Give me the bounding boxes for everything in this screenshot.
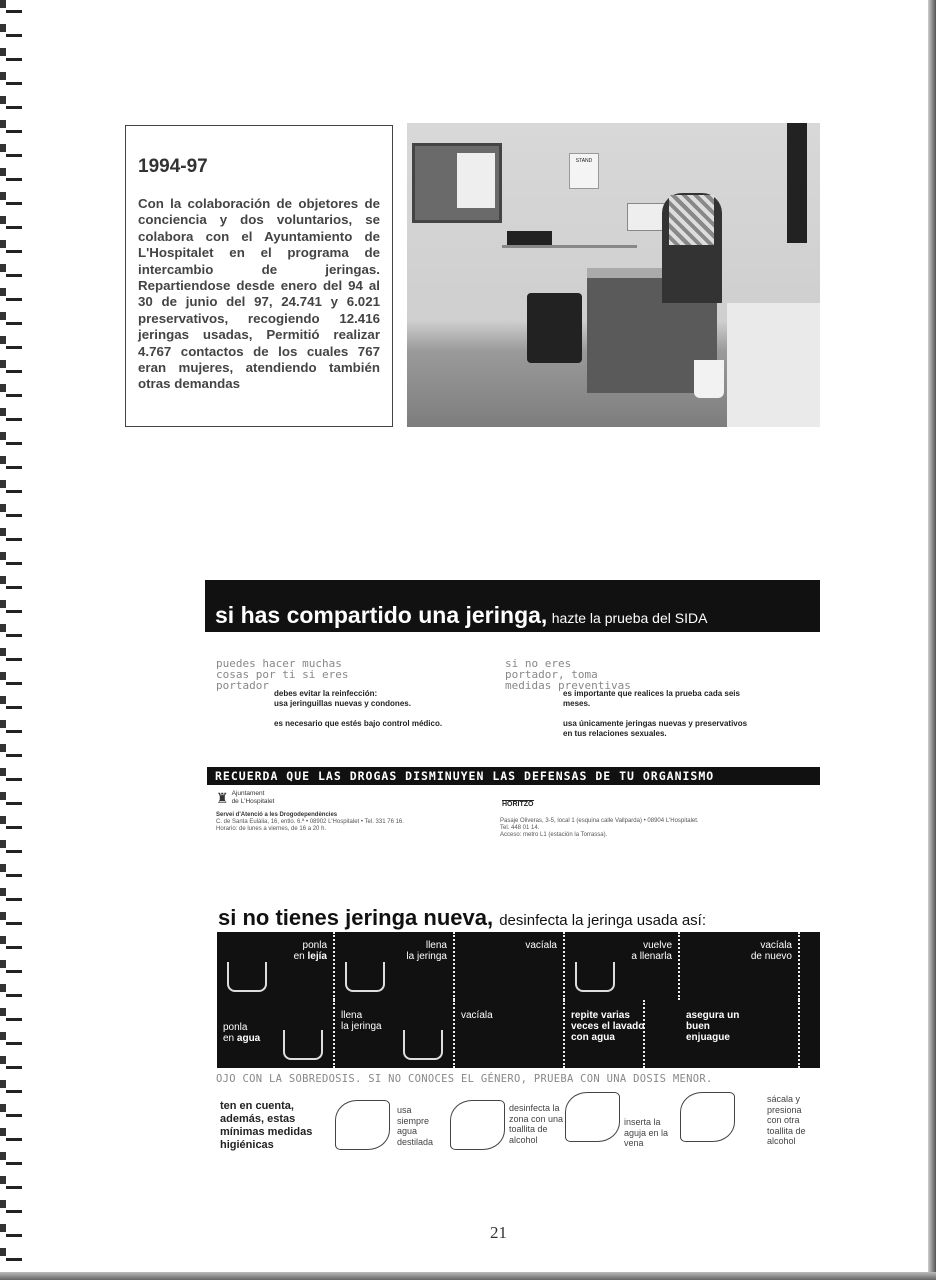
telephone: Tel. 448 01 14. bbox=[500, 825, 540, 831]
advice-line: usa jeringuillas nuevas y condones. bbox=[274, 699, 411, 708]
step-label-bold: lejía bbox=[307, 951, 327, 962]
step-label: llena bbox=[425, 940, 447, 951]
syringe-icon bbox=[283, 1030, 323, 1060]
step-cell bbox=[455, 1000, 565, 1068]
org-name: de L'Hospitalet bbox=[231, 798, 275, 805]
step-cell bbox=[565, 932, 680, 1000]
spacer bbox=[800, 1000, 820, 1068]
city-crest-icon: ♜ bbox=[216, 789, 229, 806]
tip: sácala y presiona con otra toallita de alcohol bbox=[767, 1094, 806, 1146]
tip: inserta la aguja en la vena bbox=[624, 1117, 669, 1148]
intro-body: Con la colaboración de objetores de conciencia y dos voluntarios, se colabora con el Ayuntamiento de L'Hospitalet en el programa de intercambio de jeringas. Repartiendose desde enero del 94 al 30 de junio del 97, 24.741 y 6.021 preservativos, recogiendo 12.416 jeringas usadas, Permitió realizar 4.767 contactos de los cuales 767 eran mujeres, atendiendo también otras demandas bbox=[138, 196, 380, 392]
advice-line: meses. bbox=[563, 699, 591, 708]
step-label-bold: repite varias veces el lavado con agua bbox=[571, 1010, 645, 1043]
heading-line: portador, toma bbox=[505, 668, 598, 681]
spacer bbox=[800, 932, 820, 1000]
arm-press-icon bbox=[680, 1092, 735, 1142]
advice-line: es necesario que estés bajo control médico. bbox=[274, 719, 443, 728]
step-cell bbox=[217, 932, 335, 1000]
step-label: ponla bbox=[302, 940, 327, 951]
advice-line: es importante que realices la prueba cada seis bbox=[563, 689, 740, 698]
step-label: vacíala bbox=[760, 940, 792, 951]
heading-line: portador bbox=[216, 679, 269, 692]
step-label: vacíala bbox=[525, 940, 557, 951]
page-number: 21 bbox=[490, 1223, 507, 1242]
address: C. de Santa Eulàlia, 16, entlo. 6.ª • 08902 L'Hospitalet • Tel. 331 76 16. bbox=[216, 819, 404, 825]
step-cell bbox=[217, 1000, 335, 1068]
page-edge bbox=[928, 0, 936, 1280]
tips-title: ten en cuenta, además, estas mínimas medidas higiénicas bbox=[220, 1100, 313, 1151]
heading-line: si no eres bbox=[505, 657, 572, 670]
carrier-column bbox=[216, 658, 442, 729]
hands-wipe-icon bbox=[450, 1100, 505, 1150]
step-label: en bbox=[223, 1033, 237, 1044]
step-label: a llenarla bbox=[631, 951, 672, 962]
org-name: Ajuntament bbox=[231, 790, 265, 797]
step-label-bold: asegura un buen enjuague bbox=[686, 1010, 740, 1043]
intro-box bbox=[125, 125, 393, 427]
syringe-icon bbox=[227, 962, 267, 992]
step-label: vacíala bbox=[461, 1010, 493, 1021]
advice-line: debes evitar la reinfección: bbox=[274, 689, 378, 698]
water-bottle-icon bbox=[335, 1100, 390, 1150]
overdose-warning: OJO CON LA SOBREDOSIS. SI NO CONOCES EL GÉNERO, PRUEBA CON UNA DOSIS MENOR. bbox=[216, 1073, 713, 1085]
disinfection-steps bbox=[217, 932, 820, 1068]
footer-left bbox=[216, 790, 404, 833]
step-label: vuelve bbox=[643, 940, 672, 951]
page-edge-bottom bbox=[0, 1272, 936, 1280]
step-label: ponla bbox=[223, 1022, 248, 1033]
disinfect-headline bbox=[218, 905, 706, 931]
step-label: la jeringa bbox=[406, 951, 447, 962]
aids-test-banner bbox=[205, 580, 820, 632]
step-cell bbox=[680, 1000, 800, 1068]
syringe-icon bbox=[345, 962, 385, 992]
advice-line: usa únicamente jeringas nuevas y preservativos bbox=[563, 719, 748, 728]
step-label-bold: agua bbox=[236, 1033, 261, 1044]
subhead: hazte la prueba del SIDA bbox=[551, 610, 708, 626]
office-photo bbox=[407, 123, 820, 427]
step-cell bbox=[335, 1000, 455, 1068]
tip: desinfecta la zona con una toallita de alcohol bbox=[509, 1103, 564, 1145]
step-label: llena bbox=[341, 1010, 363, 1021]
photo-sign: STAND bbox=[569, 153, 599, 189]
subhead: desinfecta la jeringa usada así: bbox=[499, 912, 707, 929]
horitzo-logo: HORITZO bbox=[502, 801, 534, 808]
heading-line: medidas preventivas bbox=[505, 679, 631, 692]
step-cell bbox=[335, 932, 455, 1000]
step-cell bbox=[680, 932, 800, 1000]
step-label: en bbox=[293, 951, 308, 962]
advice-line: en tus relaciones sexuales. bbox=[563, 729, 667, 738]
drugs-warning-banner: RECUERDA QUE LAS DROGAS DISMINUYEN LAS DEFENSAS DE TU ORGANISMO bbox=[207, 767, 820, 785]
syringe-icon bbox=[403, 1030, 443, 1060]
footer-right bbox=[500, 790, 699, 839]
step-label: de nuevo bbox=[750, 951, 792, 962]
step-label: la jeringa bbox=[341, 1021, 382, 1032]
headline: si has compartido una jeringa, bbox=[215, 602, 548, 628]
non-carrier-column bbox=[505, 658, 747, 739]
syringe-icon bbox=[575, 962, 615, 992]
hours: Horario: de lunes a viernes, de 16 a 20 h. bbox=[216, 826, 327, 832]
headline: si no tienes jeringa nueva, bbox=[218, 905, 494, 930]
address: Pasaje Oliveras, 3-5, local 1 (esquina calle Vallparda) • 08904 L'Hospitalet. bbox=[500, 818, 699, 824]
arm-injection-icon bbox=[565, 1092, 620, 1142]
step-cell bbox=[565, 1000, 645, 1068]
intro-title: 1994-97 bbox=[138, 156, 208, 177]
access: Acceso: metro L1 (estación la Torrassa). bbox=[500, 832, 608, 838]
tip: usa siempre agua destilada bbox=[397, 1105, 434, 1147]
heading-line: cosas por ti si eres bbox=[216, 668, 349, 681]
spiral-binding bbox=[0, 0, 22, 1280]
service-name: Servei d'Atenció a les Drogodependències bbox=[216, 812, 338, 818]
heading-line: puedes hacer muchas bbox=[216, 657, 342, 670]
step-cell bbox=[455, 932, 565, 1000]
